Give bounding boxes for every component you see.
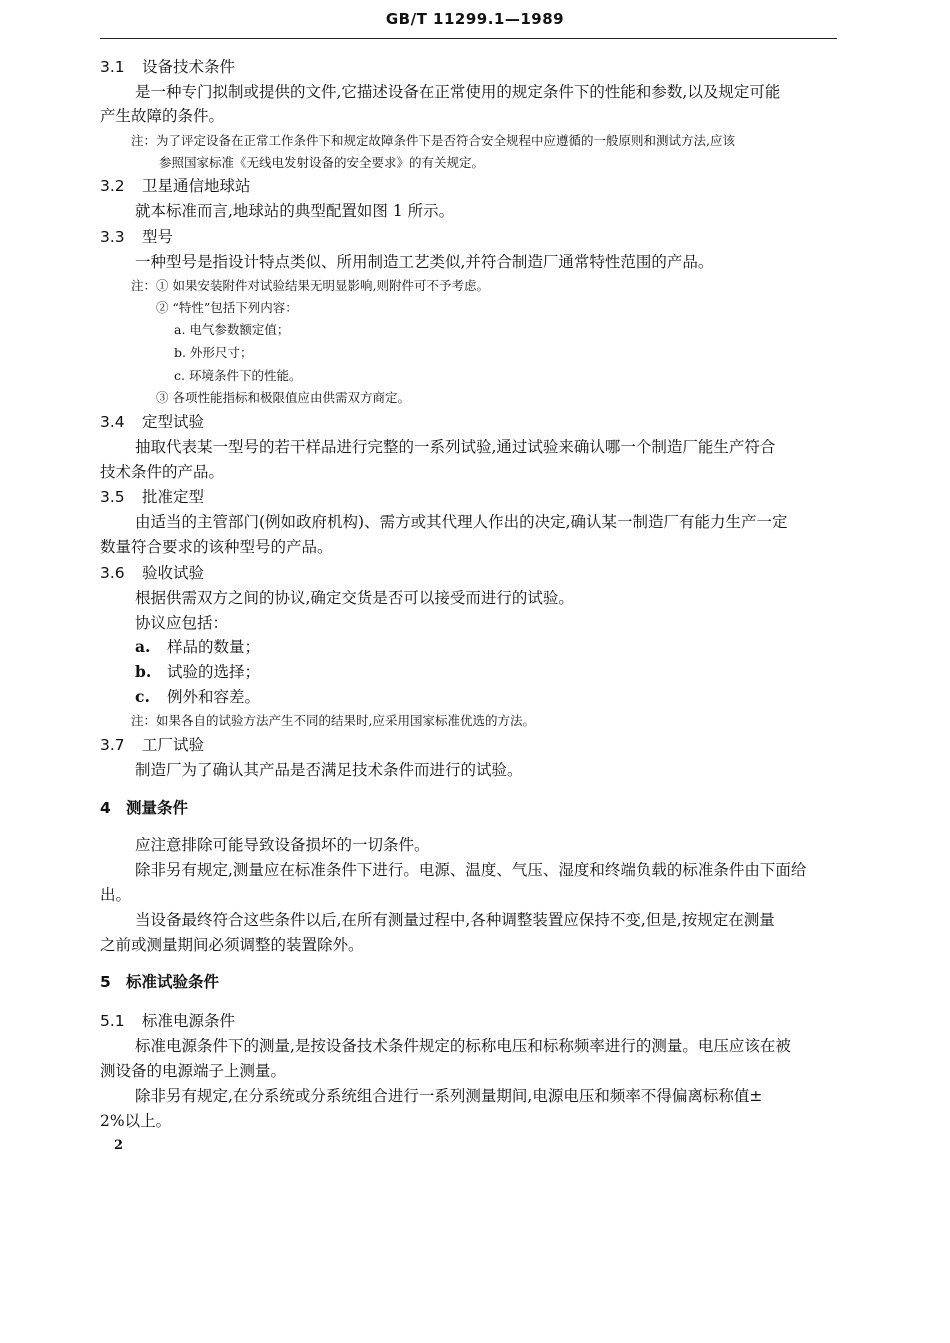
- section-title: 标准电源条件: [142, 1012, 236, 1030]
- section-title: 定型试验: [142, 413, 205, 431]
- list-text: 例外和容差。: [167, 688, 261, 706]
- note-line: 注：① 如果安装附件对试验结果无明显影响,则附件可不予考虑。: [131, 278, 489, 293]
- section-title: 设备技术条件: [142, 58, 236, 76]
- section-3-5-heading: [100, 486, 204, 508]
- section-number: 3.3: [100, 228, 125, 246]
- section-3-6-heading: [100, 562, 204, 584]
- list-text: 样品的数量；: [167, 638, 261, 656]
- section-number: 3.6: [100, 564, 125, 582]
- paragraph-line: 标准电源条件下的测量,是按设备技术条件规定的标称电压和标称频率进行的测量。电压应该在被: [135, 1037, 791, 1055]
- section-number: 3.1: [100, 58, 125, 76]
- section-number: 3.4: [100, 413, 125, 431]
- section-title: 卫星通信地球站: [142, 177, 251, 195]
- paragraph-line: 是一种专门拟制或提供的文件,它描述设备在正常使用的规定条件下的性能和参数,以及规定可能: [135, 83, 781, 101]
- section-3-3-heading: [100, 226, 173, 248]
- section-number: 3.7: [100, 736, 125, 754]
- paragraph-line: 测设备的电源端子上测量。: [100, 1062, 287, 1080]
- list-item: b. 外形尺寸；: [174, 345, 253, 360]
- paragraph-line: 除非另有规定,测量应在标准条件下进行。电源、温度、气压、湿度和终端负载的标准条件由下面给: [135, 861, 807, 879]
- paragraph-line: 一种型号是指设计特点类似、所用制造工艺类似,并符合制造厂通常特性范围的产品。: [135, 253, 714, 271]
- list-label: b.: [135, 662, 152, 681]
- section-title: 工厂试验: [142, 736, 205, 754]
- section-title: 型号: [142, 228, 174, 246]
- section-number: 3.2: [100, 177, 125, 195]
- paragraph-line: 抽取代表某一型号的若干样品进行完整的一系列试验,通过试验来确认哪一个制造厂能生产符合: [135, 438, 776, 456]
- section-number: 5.1: [100, 1012, 125, 1030]
- note-line: 参照国家标准《无线电发射设备的安全要求》的有关规定。: [159, 155, 485, 170]
- list-text: 试验的选择；: [167, 663, 261, 681]
- list-item: a. 电气参数额定值；: [174, 322, 290, 337]
- paragraph-line: 当设备最终符合这些条件以后,在所有测量过程中,各种调整装置应保持不变,但是,按规定在测量: [135, 911, 775, 929]
- section-4-heading: [100, 797, 188, 819]
- note-line: 注：为了评定设备在正常工作条件下和规定故障条件下是否符合安全规程中应遵循的一般原则和测试方法,应该: [131, 133, 735, 148]
- paragraph-line: 2%以上。: [100, 1112, 172, 1130]
- page-header: GB/T 11299.1—1989: [385, 10, 565, 28]
- paragraph-line: 技术条件的产品。: [100, 463, 225, 481]
- paragraph-line: 协议应包括：: [135, 614, 229, 632]
- paragraph-line: 除非另有规定,在分系统或分系统组合进行一系列测量期间,电源电压和频率不得偏离标称值±: [135, 1087, 763, 1105]
- paragraph-line: 制造厂为了确认其产品是否满足技术条件而进行的试验。: [135, 761, 523, 779]
- paragraph-line: 应注意排除可能导致设备损坏的一切条件。: [135, 836, 430, 854]
- section-5-1-heading: [100, 1010, 235, 1032]
- section-number: 4: [100, 799, 111, 817]
- list-label: a.: [135, 637, 151, 656]
- section-3-2-heading: [100, 175, 251, 197]
- note-line: ③ 各项性能指标和极限值应由供需双方商定。: [156, 390, 410, 405]
- section-title: 批准定型: [142, 488, 205, 506]
- page-number: 2: [114, 1138, 124, 1153]
- section-3-4-heading: [100, 411, 204, 433]
- list-item: [135, 661, 260, 683]
- paragraph-line: 出。: [100, 886, 132, 904]
- section-5-heading: [100, 971, 219, 993]
- section-3-7-heading: [100, 734, 204, 756]
- section-title: 验收试验: [142, 564, 205, 582]
- section-number: 5: [100, 973, 111, 991]
- section-3-1-heading: [100, 56, 235, 78]
- paragraph-line: 根据供需双方之间的协议,确定交货是否可以接受而进行的试验。: [135, 589, 574, 607]
- note-line: 注：如果各自的试验方法产生不同的结果时,应采用国家标准优选的方法。: [131, 713, 535, 728]
- paragraph-line: 就本标准而言,地球站的典型配置如图 1 所示。: [135, 202, 455, 220]
- paragraph-line: 之前或测量期间必须调整的装置除外。: [100, 936, 364, 954]
- note-line: ② “特性”包括下列内容：: [156, 300, 298, 315]
- paragraph-line: 产生故障的条件。: [100, 107, 225, 125]
- section-title: 测量条件: [126, 799, 189, 817]
- header-rule: [100, 38, 837, 39]
- paragraph-line: 数量符合要求的该种型号的产品。: [100, 538, 333, 556]
- list-label: c.: [135, 687, 150, 706]
- section-number: 3.5: [100, 488, 125, 506]
- list-item: [135, 686, 260, 708]
- list-item: c. 环境条件下的性能。: [174, 368, 302, 383]
- list-item: [135, 636, 260, 658]
- paragraph-line: 由适当的主管部门(例如政府机构)、需方或其代理人作出的决定,确认某一制造厂有能力生产一定: [135, 513, 788, 531]
- section-title: 标准试验条件: [126, 973, 220, 991]
